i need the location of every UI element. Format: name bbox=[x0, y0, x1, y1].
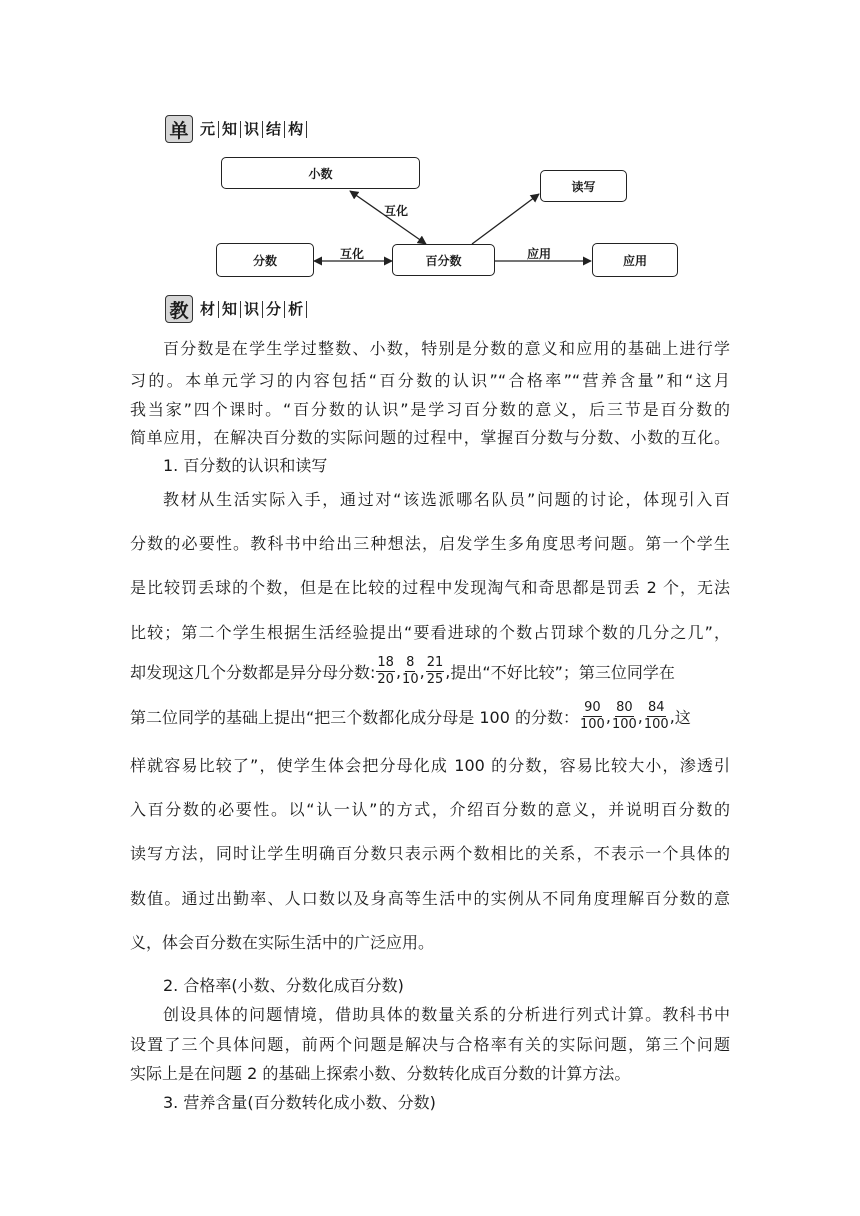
section-badge: 教 bbox=[165, 295, 193, 323]
diagram-node-baifenshu: 百分数 bbox=[392, 244, 495, 276]
paragraph-line: 简单应用，在解决百分数的实际问题的过程中，掌握百分数与分数、小数的互化。 bbox=[130, 428, 730, 447]
paragraph-line: 分数的必要性。教科书中给出三种想法，启发学生多角度思考问题。第一个学生 bbox=[130, 534, 730, 553]
fraction: $\frac{18}{20}$ bbox=[377, 655, 394, 687]
paragraph-line: 创设具体的问题情境，借助具体的数量关系的分析进行列式计算。教科书中 bbox=[163, 1005, 730, 1024]
subheading: 3. 营养含量(百分数转化成小数、分数) bbox=[163, 1093, 436, 1112]
diagram-node-duxie: 读写 bbox=[540, 170, 627, 202]
section-title-char: 结 bbox=[263, 121, 285, 138]
fraction: $\frac{80}{100}$ bbox=[611, 700, 637, 732]
paragraph-line: 读写方法，同时让学生明确百分数只表示两个数相比的关系，不表示一个具体的 bbox=[130, 844, 730, 863]
section-title-char: 分 bbox=[263, 301, 285, 318]
diagram-edge-label: 互化 bbox=[340, 247, 365, 261]
subheading: 2. 合格率(小数、分数化成百分数) bbox=[163, 976, 404, 995]
section-title-char: 构 bbox=[285, 121, 307, 138]
paragraph-line-with-fractions: 却发现这几个分数都是异分母分数: $\frac{18}{20}$ , $\frac{8}{10}$ , $\frac{21}{25}$ , 提出“不好比较”；第三位同学在 bbox=[130, 655, 675, 687]
paragraph-line: 实际上是在问题 2 的基础上探索小数、分数转化成百分数的计算方法。 bbox=[130, 1064, 631, 1083]
section-title-char: 元 bbox=[197, 121, 219, 138]
diagram-edge-label: 应用 bbox=[527, 247, 552, 261]
fraction: $\frac{90}{100}$ bbox=[580, 700, 605, 732]
section-title-char: 知 bbox=[219, 301, 241, 318]
fraction: $\frac{84}{100}$ bbox=[643, 700, 669, 732]
diagram-node-xiaoshu: 小数 bbox=[221, 157, 420, 189]
paragraph-line: 百分数是在学生学过整数、小数，特别是分数的意义和应用的基础上进行学 bbox=[163, 339, 730, 358]
paragraph-line: 样就容易比较了”，使学生体会把分母化成 100 的分数，容易比较大小，渗透引 bbox=[130, 756, 730, 775]
paragraph-line: 数值。通过出勤率、人口数以及身高等生活中的实例从不同角度理解百分数的意 bbox=[130, 889, 730, 908]
diagram-node-fenshu: 分数 bbox=[216, 243, 314, 277]
paragraph-line: 设置了三个具体问题，前两个问题是解决与合格率有关的实际问题，第三个问题 bbox=[130, 1035, 730, 1054]
text-segment: 第二位同学的基础上提出“把三个数都化成分母是 100 的分数： bbox=[130, 708, 580, 727]
section-title-char: 析 bbox=[285, 301, 307, 318]
diagram-node-yingyong: 应用 bbox=[592, 243, 678, 277]
paragraph-line-with-fractions: 第二位同学的基础上提出“把三个数都化成分母是 100 的分数： $\frac{90}{100}$ , $\frac{80}{100}$ , $\frac{84}{100}$ , 这 bbox=[130, 700, 691, 732]
fraction: $\frac{8}{10}$ bbox=[402, 655, 419, 687]
knowledge-structure-diagram bbox=[0, 0, 860, 300]
paragraph-line: 义，体会百分数在实际生活中的广泛应用。 bbox=[130, 933, 435, 952]
paragraph-line: 比较；第二个学生根据生活经验提出“要看进球的个数占罚球个数的几分之几”， bbox=[130, 623, 730, 642]
paragraph-line: 教材从生活实际入手，通过对“该选派哪名队员”问题的讨论，体现引入百 bbox=[163, 490, 730, 509]
section-title-char: 识 bbox=[241, 121, 263, 138]
section-badge: 单 bbox=[165, 115, 193, 143]
section-title-char: 知 bbox=[219, 121, 241, 138]
section-header-textbook-analysis bbox=[165, 294, 307, 324]
paragraph-line: 入百分数的必要性。以“认一认”的方式，介绍百分数的意义，并说明百分数的 bbox=[130, 800, 730, 819]
subheading: 1. 百分数的认识和读写 bbox=[163, 456, 328, 475]
paragraph-line: 是比较罚丢球的个数，但是在比较的过程中发现淘气和奇思都是罚丢 2 个，无法 bbox=[130, 578, 730, 597]
text-segment: 却发现这几个分数都是异分母分数: bbox=[130, 663, 376, 682]
diagram-edge-label: 互化 bbox=[384, 204, 409, 218]
text-segment: 这 bbox=[674, 708, 691, 727]
section-title-char: 识 bbox=[241, 301, 263, 318]
section-title bbox=[197, 301, 307, 318]
text-segment: 提出“不好比较”；第三位同学在 bbox=[450, 663, 675, 682]
paragraph-line: 我当家”四个课时。“百分数的认识”是学习百分数的意义，后三节是百分数的 bbox=[130, 400, 730, 419]
arrow-baifenshu-duxie bbox=[472, 194, 539, 244]
paragraph-line: 习的。本单元学习的内容包括“百分数的认识”“合格率”“营养含量”和“这月 bbox=[130, 371, 730, 390]
fraction: $\frac{21}{25}$ bbox=[426, 655, 444, 687]
section-title-char: 材 bbox=[197, 301, 219, 318]
